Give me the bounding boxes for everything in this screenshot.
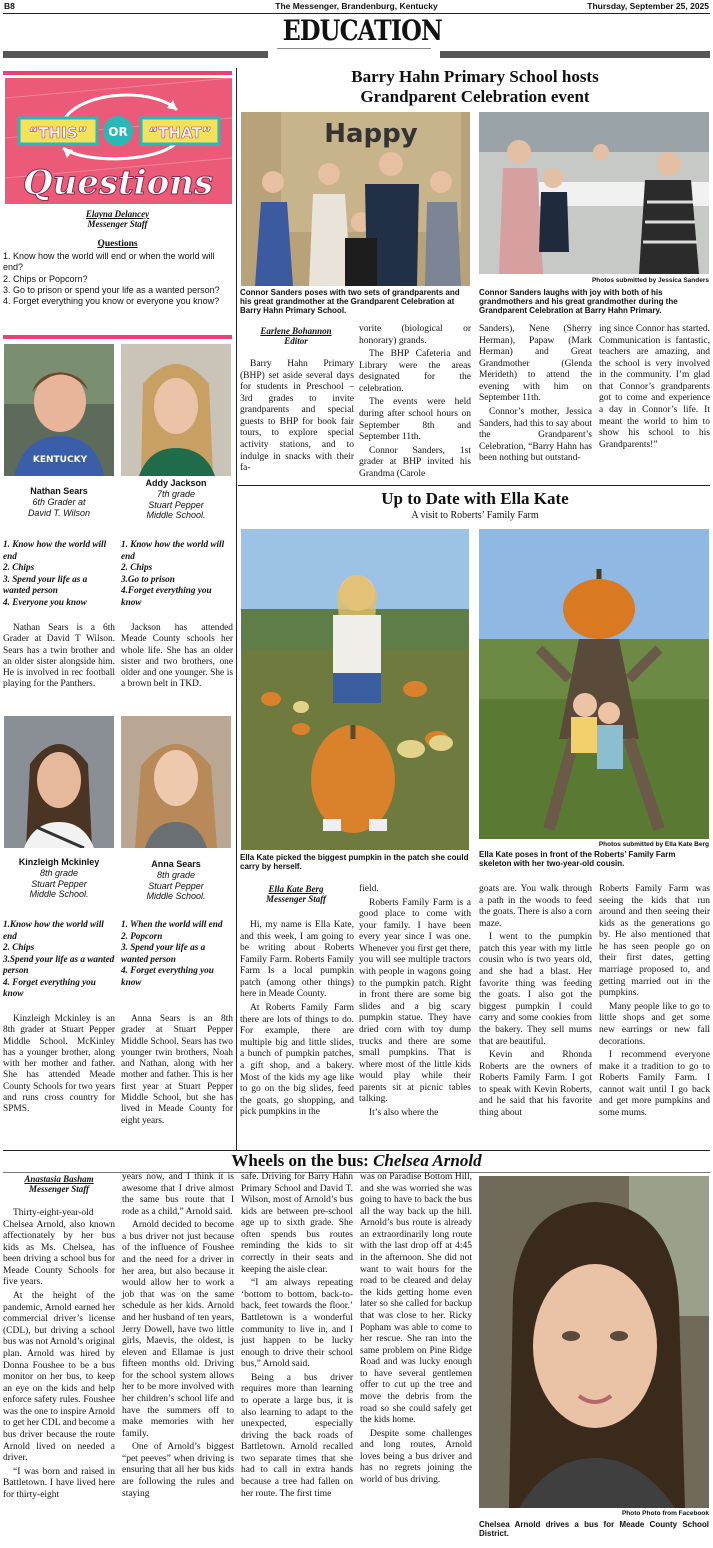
question-3: 3. Go to prison or spend your life as a wanted person? (3, 284, 220, 295)
answer: 2. Chips (121, 562, 153, 572)
bio-anna (121, 1014, 233, 1129)
bio-text: Kinzleigh Mckinley is an 8th grader at Stuart Pepper Middle School. McKinley has a younger brother, along with her mother and father. She has attended Meade County Schools for two years and runs cross country for SPMS. (3, 1014, 115, 1115)
bhps-bottom-rule (238, 485, 710, 486)
question-2: 2. Chips or Popcorn? (3, 273, 88, 284)
paragraph: Barry Hahn Primary (BHP) set aside several days for students in Preschool – 3rd grades to invite grandparents and special guests to BHP for book fair tours, to explore special activity stations, and to indulge in snacks with their fa- (240, 359, 354, 474)
ella-photo-skeleton (479, 529, 709, 839)
photo-kinzleigh-mckinley (4, 716, 114, 848)
bhps-headline-2: Grandparent Celebration event (360, 86, 590, 106)
paragraph: Connor’s mother, Jessica Sanders, had this to say about the Grandparent’s Celebration, “Barry Hahn has been nothing but outstand- (479, 407, 592, 464)
bhps-photo-2 (479, 112, 709, 274)
student-card-nathan (3, 486, 115, 518)
ella-byline-role: Messenger Staff (265, 894, 327, 905)
tot-byline-name: Elayna Delancey (85, 209, 150, 219)
bus-col-4 (360, 1172, 472, 1489)
tot-graphic-svg (5, 78, 232, 204)
tot-byline (3, 209, 232, 230)
ella-col-1 (240, 920, 354, 1121)
ella-byline (240, 884, 352, 905)
paragraph: Sanders), Nene (Sherry Herman), Papaw (Mark Herman) and Great Grandmother (Glenda Merideth) to attend the evening with him on September 11th. (479, 324, 592, 404)
answer: 4.Forget everything you know (121, 585, 212, 607)
bhps-byline (240, 326, 352, 347)
paragraph: I recommend everyone make it a tradition to go to Roberts Family Farm. I cannot wait until I go back and get more pumpkins and some mums. (599, 1050, 710, 1118)
student-grade: 7th grade (156, 488, 196, 499)
student-name: Kinzleigh Mckinley (18, 857, 100, 867)
answer: 4. Forget everything you know (121, 965, 214, 987)
paragraph: vorite (biological or honorary) grands. (359, 324, 471, 346)
bhps-byline-role: Editor (284, 336, 308, 347)
bio-kinzleigh (3, 1014, 115, 1118)
paragraph: The events were held during after school hours on September 8th and September 11th. (359, 397, 471, 443)
student-card-kinzleigh (3, 857, 115, 900)
student-school-2: Middle School. (146, 891, 206, 902)
column-divider (236, 68, 237, 1150)
bhps-photo-credit: Photos submitted by Jessica Sanders (591, 277, 709, 284)
ella-photo-pumpkin (241, 529, 469, 850)
student-school: Stuart Pepper (31, 878, 87, 889)
answer: 2. Chips (3, 562, 35, 572)
paragraph: Roberts Family Farm was seeing the kids that run around and then seeing their kids as the generations go by. He also mentioned that he has seen people go on their first dates, getting marriage proposed to, and getting married out in the pumpkins. (599, 884, 710, 999)
bio-addy (121, 623, 233, 693)
paragraph: One of Arnold’s biggest “pet peeves” when driving is ensuring that all her bus kids are following the rules and staying (122, 1442, 234, 1499)
section-bar-right (440, 51, 710, 58)
student-grade: 8th grade (39, 867, 79, 878)
student-card-addy (119, 478, 233, 521)
bio-text: Nathan Sears is a 6th Grader at David T Wilson. Sears has a twin brother and an older sister alongside him. He is involved in rec football playing for the Panthers. (3, 623, 115, 690)
answers-kinzleigh (3, 919, 115, 1000)
tot-or: OR (108, 125, 128, 139)
bio-text: Jackson has attended Meade County schools her whole life. She has an older sister and two brothers, one older and one younger. She is a brown belt in TKD. (121, 623, 233, 690)
bus-byline-name: Anastasia Basham (24, 1174, 94, 1184)
student-school-2: Middle School. (146, 510, 206, 521)
paragraph: Arnold decided to become a bus driver not just because of the influence of Foushee and the need for a driver in her area, but also because it would allow her to work a job that was on the same schedule as her kids. Arnold and her husband of ten years, Jerry Dowell, have two little girls, Maevis, the oldest, is eleven and Ellamae is just fifteen months old. Driving for the school system allows her to be more involved with her children’s school life and have the summers off to make memories with her family. (122, 1220, 234, 1439)
bus-headline-b: Chelsea Arnold (373, 1151, 482, 1170)
tot-that: “THAT” (148, 124, 212, 142)
ella-caption-1: Ella Kate picked the biggest pumpkin in the patch she could carry by herself. (240, 853, 469, 872)
student-grade: 6th Grader at (32, 496, 86, 507)
photo-anna-sears (121, 716, 231, 848)
svg-text:KENTUCKY: KENTUCKY (32, 455, 88, 465)
bhps-col-1 (240, 359, 354, 477)
paragraph: The BHP Cafeteria and Library were the areas designated for the celebration. (359, 349, 471, 394)
answer: 2. Popcorn (121, 930, 163, 941)
student-card-anna (119, 859, 233, 902)
paragraph: safe. Driving for Barry Hahn Primary School and David T. Wilson, most of Arnold’s bus kids are between pre-school age up to sixth grade. She often spends bus routes reminding the kids to sit correctly in their seats and keeping the aisle clear. (241, 1172, 353, 1275)
paragraph: Many people like to go to little shops and get some new earrings or new fall decorations. (599, 1001, 710, 1047)
tot-top-rule (3, 71, 232, 75)
ella-caption-2: Ella Kate poses in front of the Roberts’ Family Farm skeleton with her two-year-old cousin. (479, 850, 676, 869)
answer: 3. Spend your life as a wanted person (3, 573, 88, 595)
paper-name: The Messenger, Brandenburg, Kentucky (275, 1, 438, 11)
paragraph: Hi, my name is Ella Kate, and this week, I am going to be writing about Roberts Family Farm. Roberts Family Farm Is a local pumpkin patch (among other things) here in Meade County. (240, 920, 354, 1000)
section-bar-left (3, 51, 268, 58)
bhps-headline (240, 67, 710, 106)
answer: 1. When the world will end (121, 919, 223, 929)
bio-text: Anna Sears is an 8th grader at Stuart Pepper Middle School. Sears has two younger twin brothers, Noah and Nathan, along with her mother and father. This is her first year at Stuart Pepper Middle School, but she has lived in Meade County for eight years. (121, 1014, 233, 1126)
answer: 1.Know how the world will end (3, 919, 104, 941)
photo-nathan-sears (4, 344, 114, 476)
answer: 4. Everyone you know (3, 596, 87, 607)
paragraph: I went to the pumpkin patch this year with my little cousin who is two years old, and she had a blast. Her favorite thing was feeding the goats. I also got the biggest pumpkin I could carry and some cookies from the bakery. They sell mums that are beautiful. (479, 932, 592, 1047)
student-school: Stuart Pepper (148, 499, 204, 510)
question-4: 4. Forget everything you know or everyone you know? (3, 296, 220, 306)
page-number: B8 (4, 1, 15, 11)
question-1: 1. Know how the world will end or when the world will end? (3, 251, 215, 273)
bio-nathan (3, 623, 115, 693)
answer: 3.Spend your life as a wanted person (3, 953, 115, 975)
bus-headline (3, 1151, 710, 1171)
bhps-byline-name: Earlene Bohannon (260, 326, 332, 336)
paragraph: Kevin and Rhonda Roberts are the owners of Roberts Family Farm. I got to speak with Kevin Roberts, and he said that his favorite thing about (479, 1050, 592, 1118)
answers-anna (121, 919, 233, 988)
ella-col-2 (359, 884, 471, 1122)
bus-col-2 (122, 1172, 234, 1502)
photo-addy-jackson (121, 344, 231, 476)
photo-sign-text: Happy (324, 119, 418, 149)
ella-headline: Up to Date with Ella Kate (381, 489, 569, 508)
issue-date: Thursday, September 25, 2025 (587, 1, 709, 11)
paragraph: “I was born and raised in Battletown. I have lived here for thirty-eight (3, 1466, 115, 1500)
student-school: David T. Wilson (27, 507, 91, 518)
tot-this: “THIS” (28, 124, 88, 142)
answer: 4. Forget everything you know (3, 976, 96, 998)
bhps-col-3 (479, 324, 592, 467)
paragraph: At Roberts Family Farm there are lots of things to do. For example, there are multiple big and little slides, a bunch of pumpkin patches, a gift shop, and a bakery. Most of the kids my age like to go on the big slides, feed the goats, go shopping, and pick pumpkins in the (240, 1003, 354, 1118)
bhps-col-4 (599, 324, 710, 453)
tot-byline-role: Messenger Staff (87, 219, 148, 230)
paragraph: was on Paradise Bottom Hill, and she was worried she was going to have to back the bus all the way back up the hill. Arnold’s bus route is already an extraordinarily long route with the last drop off at 4:45 in the afternoon. She did not want to wait hours for the road to be cleared and delay the kids getting home even later so she called for backup that was close to her. Ricky Popham was able to come to her rescue. She ran into the same problem on Pine Ridge Road and was lucky enough to have several gentlemen offer to cut up the tree and move the debris from the road so she could safely get the kids home. (360, 1172, 472, 1426)
paragraph: goats are. You walk through a path in the woods to feed the goats. There is also a corn maze. (479, 884, 592, 929)
paragraph: Roberts Family Farm is a good place to come with your family. I have been every year since I was one. Whenever you first get there, you will see multiple tractors with people in wagons going to the pumpkin patch. Right in front there are some big slides and a big scary pumpkin statue. They have dried corn with toy dump trucks and there are some small pumpkins. That is where most of the little kids would play while their parents sit at picnic tables talking. (359, 897, 471, 1105)
bus-photo-credit: Photo Photo from Facebook (621, 1510, 709, 1517)
paragraph: It’s also where the (369, 1107, 439, 1118)
questions-heading: Questions (97, 239, 138, 249)
paragraph: ing since Connor has started. Communication is fantastic, teachers are amazing, and the school is very involved in the community. I’m glad that Connor’s grandparents got to come and experience a day in Connor’s life. It meant the world to him to show his school to his Grandparents!” (599, 324, 710, 450)
bus-photo-chelsea (479, 1176, 709, 1508)
section-underline (277, 48, 431, 49)
bhps-caption-2: Connor Sanders laughs with joy with both of his grandmothers and his great grandmother during the Grandparent Celebration at Barry Hahn Primary. (479, 288, 678, 316)
paragraph: “I am always repeating ‘bottom to bottom, back-to-back, feet towards the floor.’ Battletown is a wonderful community to live in, and I just happen to be lucky enough to drive their school bus,” Arnold said. (241, 1278, 353, 1370)
answer: 3. Spend your life as a wanted person (121, 942, 206, 964)
ella-col-4 (599, 884, 710, 1122)
answers-addy (121, 539, 233, 608)
bus-col-3 (241, 1172, 353, 1502)
student-school: Stuart Pepper (148, 880, 204, 891)
paragraph: field. (359, 884, 379, 894)
student-name: Addy Jackson (145, 478, 207, 488)
this-or-that-graphic (5, 78, 232, 204)
bus-col-1 (3, 1208, 115, 1503)
bhps-caption-1: Connor Sanders poses with two sets of grandparents and his great grandmother at the Grandparent Celebration at Barry Hahn Primary School. (240, 288, 460, 316)
paragraph: Thirty-eight-year-old Chelsea Arnold, also known affectionately by her bus kids as Ms. Chelsea, has been driving a school bus for Meade County Schools for five years. (3, 1208, 115, 1288)
student-name: Anna Sears (151, 859, 201, 869)
paragraph: Connor Sanders, 1st grader at BHP invited his Grandma (Carole (359, 445, 471, 479)
student-name: Nathan Sears (30, 486, 88, 496)
tot-bottom-rule (3, 335, 232, 339)
answers-nathan (3, 539, 115, 608)
bus-byline (3, 1174, 115, 1195)
bhps-col-2 (359, 324, 471, 483)
ella-col-3 (479, 884, 592, 1122)
bus-head-rule (3, 1172, 710, 1173)
answer: 3.Go to prison (121, 573, 175, 584)
paragraph: Being a bus driver requires more than learning to operate a large bus, it is also learning to adapt to the unexpected, especially driving the back roads of Battletown. Arnold recalled two separate times that she had to call in extra hands because a tree had fallen on her route. The first time (241, 1372, 353, 1499)
section-title: EDUCATION (282, 14, 442, 47)
student-grade: 8th grade (156, 869, 196, 880)
ella-byline-name: Ella Kate Berg (268, 884, 324, 894)
ella-subhead: A visit to Roberts’ Family Farm (411, 510, 539, 521)
answer: 1. Know how the world will end (121, 539, 225, 561)
bhps-photo-1 (241, 112, 470, 286)
bhps-headline-1: Barry Hahn Primary School hosts (351, 67, 599, 86)
answer: 2. Chips (3, 942, 35, 952)
answer: 1. Know how the world will end (3, 539, 107, 561)
tot-questions: Questions (22, 163, 214, 203)
bus-byline-role: Messenger Staff (28, 1184, 90, 1195)
paragraph: Despite some challenges and long routes, Arnold loves being a bus driver and has no regrets joining the world of bus driving. (360, 1428, 472, 1486)
questions-list (3, 251, 232, 307)
bus-caption: Chelsea Arnold drives a bus for Meade County School District. (479, 1520, 709, 1539)
ella-photo-credit: Photos submitted by Ella Kate Berg (598, 841, 709, 848)
student-school-2: Middle School. (29, 889, 89, 900)
paragraph: years now, and I think it is awesome that I drive almost the same bus route that I rode as a child,” Arnold said. (122, 1172, 234, 1217)
bus-headline-a: Wheels on the bus: (231, 1151, 374, 1170)
paragraph: At the height of the pandemic, Arnold earned her commercial driver’s license (CDL), but driving a school bus was not Arnold’s original plan. Arnold was hired by Donna Foushee to be a bus monitor on her bus, to keep an eye on the kids and help enforce safety rules. Foushee was the one to inspire Arnold to get her CDL and become a bus driver because the route Arnold lived on needed a driver. (3, 1291, 115, 1464)
